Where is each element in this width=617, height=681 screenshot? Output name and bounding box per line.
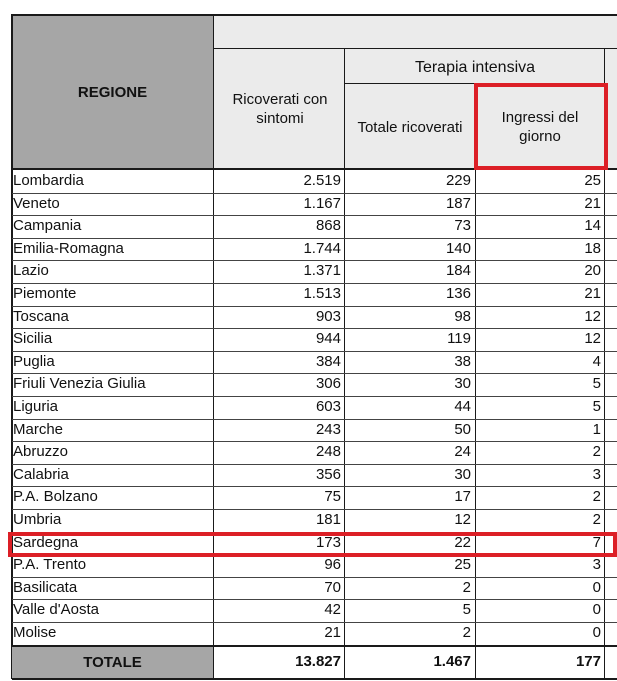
table-row — [0, 170, 617, 192]
totale-ricoverati-cell: 136 — [445, 285, 471, 302]
ingressi-cell: 1 — [592, 420, 601, 438]
ingressi-cell: 2 — [592, 488, 601, 506]
totale-ricoverati-cell: 184 — [445, 262, 471, 280]
table-row — [0, 509, 617, 531]
ingressi-cell: 0 — [592, 624, 601, 641]
totale-ricoverati-cell: 25 — [454, 556, 471, 574]
ingressi-cell: 2 — [592, 511, 601, 528]
ricoverati-cell: 603 — [315, 398, 341, 415]
regione-cell: Friuli Venezia Giulia — [13, 375, 146, 393]
totale-ricoverati-cell: 2 — [462, 624, 471, 641]
ingressi-cell: 21 — [584, 285, 601, 302]
totale-ricoverati-cell: 229 — [445, 172, 471, 189]
regione-cell: Lazio — [13, 262, 49, 280]
regione-cell: P.A. Trento — [13, 556, 87, 574]
ricoverati-cell: 248 — [315, 443, 341, 461]
ingressi-cell: 18 — [584, 239, 601, 257]
ricoverati-cell: 1.167 — [303, 194, 341, 212]
ricoverati-cell: 356 — [315, 465, 341, 483]
ricoverati-cell: 384 — [315, 352, 341, 370]
ricoverati-cell: 42 — [324, 601, 341, 619]
ricoverati-cell: 70 — [324, 578, 341, 596]
table-row — [0, 193, 617, 215]
table-row — [0, 486, 617, 508]
table-row — [0, 351, 617, 373]
table-row — [0, 441, 617, 463]
totale-ricoverati-cell: 2 — [462, 578, 471, 596]
totale-ricoverati-cell: 119 — [447, 330, 471, 348]
totale-ricoverati-cell: 73 — [454, 217, 471, 235]
totale-ricoverati-cell: 24 — [454, 443, 471, 461]
ingressi-cell: 5 — [592, 398, 601, 415]
regione-cell: Emilia-Romagna — [13, 239, 124, 257]
ingressi-cell: 3 — [592, 465, 601, 483]
table-row — [0, 464, 617, 486]
ricoverati-con-sintomi-header: Ricoverati con sintomi — [232, 91, 328, 127]
regione-cell: Marche — [13, 420, 64, 438]
ingressi-cell: 2 — [592, 443, 601, 461]
totale-ricoverati-cell: 30 — [454, 465, 471, 483]
totale-ricoverati-cell: 17 — [454, 488, 471, 506]
totale-ricoverati-cell: 50 — [454, 420, 471, 438]
regione-cell: Basilicata — [13, 578, 78, 596]
ingressi-cell: 0 — [592, 601, 601, 619]
regione-cell: Piemonte — [13, 285, 77, 302]
table-row — [0, 577, 617, 599]
ingressi-cell: 0 — [592, 578, 601, 596]
table-row — [0, 306, 617, 328]
ingressi-cell: 12 — [584, 307, 601, 325]
table-row — [0, 419, 617, 441]
ingressi-cell: 7 — [592, 533, 601, 551]
ingressi-cell: 3 — [592, 556, 601, 574]
ricoverati-cell: 96 — [324, 556, 341, 574]
ricoverati-cell: 868 — [315, 217, 341, 235]
ingressi-cell: 25 — [584, 172, 601, 189]
totale-ricoverati-cell: 12 — [454, 511, 471, 528]
ricoverati-cell: 1.513 — [303, 285, 341, 302]
ricoverati-cell: 243 — [315, 420, 341, 438]
regione-cell: Lombardia — [13, 172, 84, 189]
regione-header: REGIONE — [77, 83, 148, 101]
table-row — [0, 215, 617, 237]
table-row — [0, 328, 617, 350]
ricoverati-cell: 944 — [315, 330, 341, 348]
ricoverati-cell: 903 — [315, 307, 341, 325]
ricoverati-cell: 181 — [315, 511, 341, 528]
table-row — [0, 554, 617, 576]
regione-cell: Puglia — [13, 352, 55, 370]
ingressi-cell: 5 — [592, 375, 601, 393]
totale-ricoverati-cell: 38 — [454, 352, 471, 370]
ricoverati-cell: 306 — [315, 375, 341, 393]
totale-ricoverati-cell: 140 — [445, 239, 471, 257]
ricoverati-cell: 2.519 — [303, 172, 341, 189]
table-row — [0, 260, 617, 282]
regione-cell: Toscana — [13, 307, 69, 325]
ingressi-del-giorno-header: Ingressi del giorno — [501, 109, 579, 145]
table-row — [0, 396, 617, 418]
totale-ricoverati-con-sintomi: 13.827 — [295, 653, 341, 670]
table-row — [0, 373, 617, 395]
terapia-intensiva-header: Terapia intensiva — [414, 58, 536, 76]
ricoverati-cell: 173 — [315, 533, 341, 551]
regione-cell: Campania — [13, 217, 82, 235]
ingressi-cell: 12 — [584, 330, 601, 348]
ingressi-cell: 21 — [584, 194, 601, 212]
ricoverati-cell: 1.371 — [303, 262, 341, 280]
totale-label: TOTALE — [83, 654, 142, 671]
table-row — [0, 283, 617, 305]
totale-ricoverati-cell: 30 — [454, 375, 471, 393]
ricoverati-cell: 21 — [324, 624, 341, 641]
table-row — [0, 238, 617, 260]
totale-ricoverati-cell: 44 — [454, 398, 471, 415]
regione-cell: Umbria — [13, 511, 62, 528]
regione-cell: Veneto — [13, 194, 60, 212]
table-row — [0, 622, 617, 644]
ricoverati-cell: 1.744 — [303, 239, 341, 257]
regione-cell: Sicilia — [13, 330, 53, 348]
totale-ricoverati-cell: 22 — [454, 533, 471, 551]
table-row — [0, 599, 617, 621]
regione-cell: Liguria — [13, 398, 59, 415]
regione-cell: Molise — [13, 624, 57, 641]
highlight-ingressi-header — [474, 83, 608, 170]
ingressi-cell: 14 — [584, 217, 601, 235]
totale-ricoverati-cell: 98 — [454, 307, 471, 325]
totale-ricoverati-cell: 187 — [445, 194, 471, 212]
regione-cell: Valle d'Aosta — [13, 601, 99, 619]
regione-cell: Sardegna — [13, 533, 79, 551]
totale-ricoverati-cell: 5 — [462, 601, 471, 619]
ricoverati-cell: 75 — [324, 488, 341, 506]
highlight-sardegna-row — [8, 532, 617, 557]
regione-cell: Calabria — [13, 465, 69, 483]
regione-cell: Abruzzo — [13, 443, 69, 461]
regione-cell: P.A. Bolzano — [13, 488, 98, 506]
totale-terapia-totale: 1.467 — [433, 653, 471, 670]
totale-ricoverati-header: Totale ricoverati — [357, 118, 463, 136]
ingressi-cell: 20 — [584, 262, 601, 280]
totale-ingressi: 177 — [575, 653, 601, 670]
ingressi-cell: 4 — [592, 352, 601, 370]
